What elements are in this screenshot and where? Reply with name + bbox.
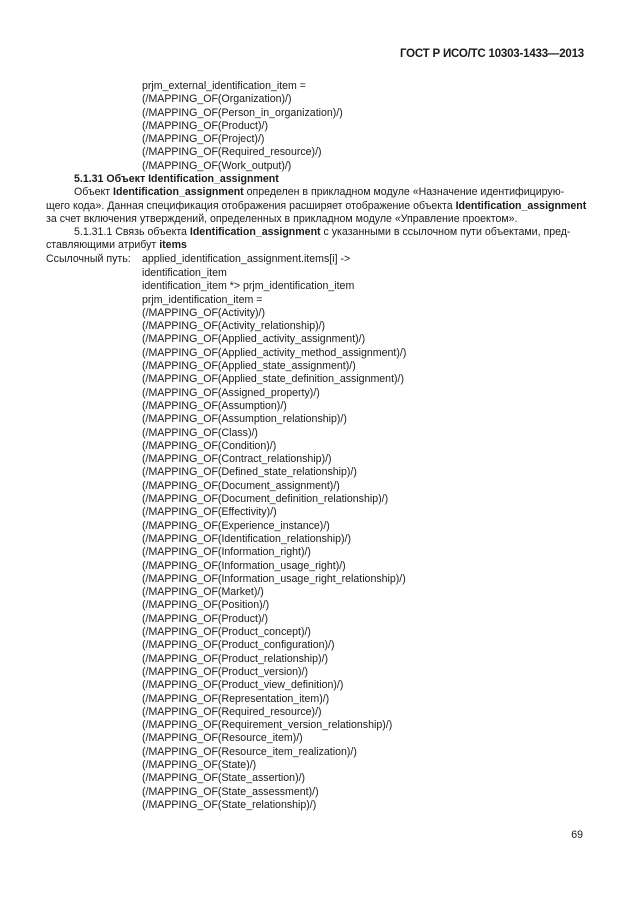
path-line: (/MAPPING_OF(Contract_relationship)/)	[142, 453, 332, 466]
path-line: (/MAPPING_OF(Representation_item)/)	[142, 692, 330, 705]
path-line: (/MAPPING_OF(Position)/)	[142, 599, 270, 612]
entity-name: Identification_assignment	[189, 226, 321, 239]
path-line: identification_item *> prjm_identification_item	[142, 280, 355, 293]
attribute-name: items	[159, 239, 187, 252]
section-body	[46, 173, 586, 266]
mapping-line: (/MAPPING_OF(Product)/)	[142, 119, 268, 132]
entity-name: Identification_assignment	[113, 186, 244, 199]
document-header: ГОСТ Р ИСО/ТС 10303-1433—2013	[399, 48, 584, 60]
path-line: (/MAPPING_OF(Document_definition_relationship)/)	[142, 493, 389, 506]
paragraph-line: щего кода». Данная спецификация отображения расширяет отображение объекта Identification_assignment	[46, 199, 587, 212]
path-line: (/MAPPING_OF(Applied_state_definition_assignment)/)	[142, 373, 405, 386]
path-line: (/MAPPING_OF(Resource_item_realization)/)	[142, 745, 357, 758]
path-line: (/MAPPING_OF(Assigned_property)/)	[142, 386, 320, 399]
entity-name: Identification_assignment	[455, 199, 587, 212]
path-line: (/MAPPING_OF(Document_assignment)/)	[142, 479, 340, 492]
path-line: (/MAPPING_OF(Required_resource)/)	[142, 705, 322, 718]
path-line: (/MAPPING_OF(Resource_item)/)	[142, 732, 303, 745]
mapping-line: (/MAPPING_OF(Work_output)/)	[142, 159, 292, 172]
path-line: (/MAPPING_OF(Requirement_version_relationship)/)	[142, 719, 393, 732]
path-line: (/MAPPING_OF(Assumption_relationship)/)	[142, 413, 347, 426]
path-line: (/MAPPING_OF(State)/)	[142, 758, 257, 771]
path-line: identification_item	[142, 267, 227, 279]
path-line: (/MAPPING_OF(Identification_relationship)/)	[142, 532, 352, 545]
mapping-line: (/MAPPING_OF(Person_in_organization)/)	[142, 106, 343, 119]
reference-path-list	[142, 267, 582, 812]
path-line: (/MAPPING_OF(Applied_activity_method_assignment)/)	[142, 346, 407, 359]
paragraph-line: за счет включения утверждений, определенных в прикладном модуле «Управление проектом».	[46, 212, 518, 225]
path-line: (/MAPPING_OF(Product_view_definition)/)	[142, 679, 344, 692]
path-line: (/MAPPING_OF(Product_configuration)/)	[142, 639, 335, 652]
paragraph-line: 5.1.31.1 Связь объекта Identification_assignment с указанными в ссылочном пути объектами, пред-	[74, 226, 571, 239]
paragraph-line: ставляющими атрибут items	[46, 239, 187, 252]
path-line: (/MAPPING_OF(Information_right)/)	[142, 546, 311, 559]
path-line: (/MAPPING_OF(Class)/)	[142, 426, 258, 439]
path-line: (/MAPPING_OF(Product)/)	[142, 612, 268, 625]
mapping-line: (/MAPPING_OF(Required_resource)/)	[142, 146, 322, 159]
mapping-line: (/MAPPING_OF(Project)/)	[142, 133, 265, 146]
path-line: (/MAPPING_OF(Condition)/)	[142, 439, 277, 452]
reference-path-row	[46, 253, 586, 266]
path-line: (/MAPPING_OF(State_relationship)/)	[142, 798, 317, 811]
mapping-line: (/MAPPING_OF(Organization)/)	[142, 93, 292, 106]
path-line: (/MAPPING_OF(Information_usage_right)/)	[142, 559, 346, 572]
path-line: (/MAPPING_OF(Activity_relationship)/)	[142, 320, 326, 333]
path-line: (/MAPPING_OF(Applied_activity_assignment)/)	[142, 333, 366, 346]
page-number: 69	[571, 829, 583, 841]
path-line: (/MAPPING_OF(State_assertion)/)	[142, 772, 306, 785]
path-line: (/MAPPING_OF(Applied_state_assignment)/)	[142, 360, 356, 373]
mapping-line: prjm_external_identification_item =	[142, 80, 306, 92]
path-line: (/MAPPING_OF(Product_concept)/)	[142, 626, 311, 639]
path-line: (/MAPPING_OF(Product_version)/)	[142, 665, 309, 678]
path-line: (/MAPPING_OF(Information_usage_right_relationship)/)	[142, 572, 406, 585]
path-line: prjm_identification_item =	[142, 293, 263, 306]
path-line: (/MAPPING_OF(Defined_state_relationship)/)	[142, 466, 357, 479]
path-line: (/MAPPING_OF(Activity)/)	[142, 306, 266, 319]
paragraph-line: Объект Identification_assignment определен в прикладном модуле «Назначение идентифицирую-	[74, 186, 565, 199]
path-line: (/MAPPING_OF(Assumption)/)	[142, 399, 287, 412]
path-line: (/MAPPING_OF(State_assessment)/)	[142, 785, 319, 798]
path-line: (/MAPPING_OF(Experience_instance)/)	[142, 519, 330, 532]
path-line: (/MAPPING_OF(Effectivity)/)	[142, 506, 277, 519]
reference-path-first: applied_identification_assignment.items[i] ->	[142, 252, 351, 265]
section-heading: 5.1.31 Объект Identification_assignment	[74, 173, 279, 185]
path-line: (/MAPPING_OF(Product_relationship)/)	[142, 652, 329, 665]
top-mapping-block	[142, 80, 582, 173]
path-line: (/MAPPING_OF(Market)/)	[142, 586, 264, 599]
reference-path-label: Ссылочный путь:	[46, 252, 131, 265]
